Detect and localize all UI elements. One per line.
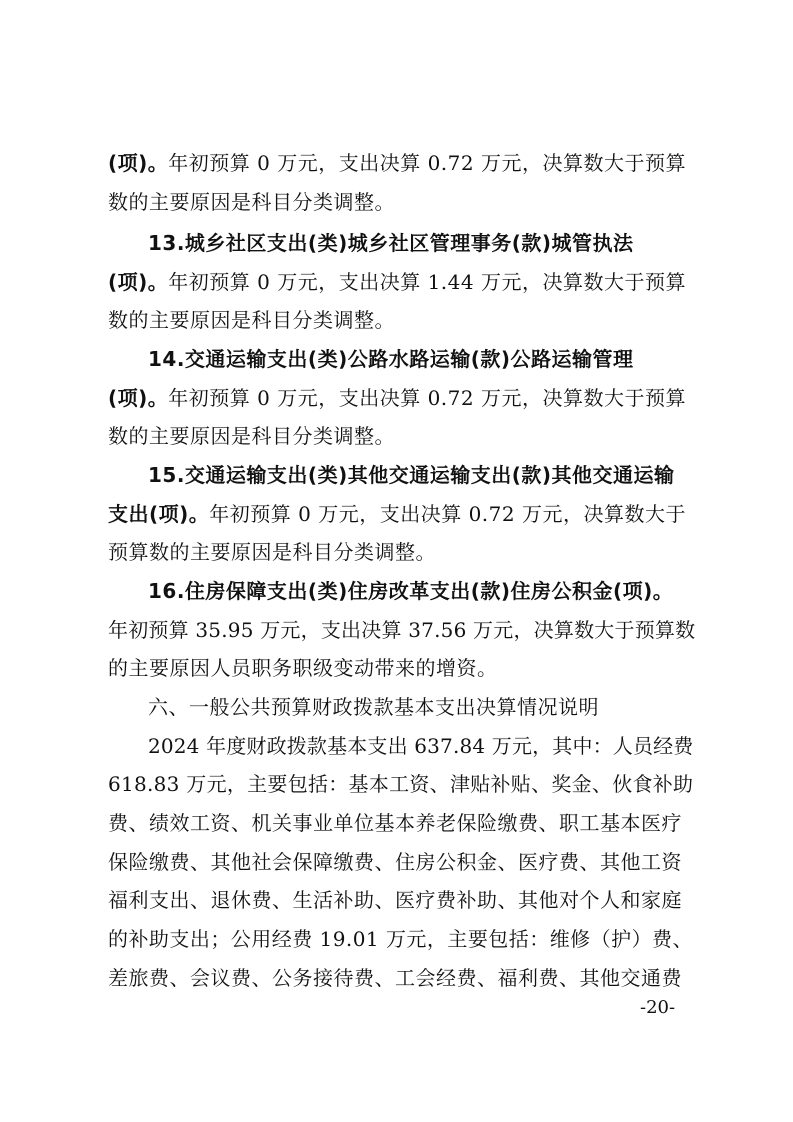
bold-lead: 支出(项)。	[108, 502, 210, 526]
text-line	[108, 305, 693, 335]
bold-lead: (项)。	[108, 151, 169, 175]
text-line	[108, 537, 693, 567]
item-14-heading	[148, 344, 693, 374]
bold-lead: 15.交通运输支出(类)其他交通运输支出(款)其他交通运输	[148, 463, 675, 487]
item-13-heading	[148, 228, 693, 258]
body-line: 2024 年度财政拨款基本支出 637.84 万元，其中：人员经费	[148, 734, 694, 758]
line-text: 的主要原因人员职务职级变动带来的增资。	[108, 656, 498, 680]
line-text: 年初预算 0 万元，支出决算 0.72 万元，决算数大于预算	[168, 151, 686, 175]
bold-lead: 16.住房保障支出(类)住房改革支出(款)住房公积金(项)。	[148, 579, 674, 603]
text-line	[108, 187, 693, 217]
body-line: 的补助支出；公用经费 19.01 万元，主要包括：维修（护）费、	[108, 927, 693, 951]
bold-lead: (项)。	[108, 270, 169, 294]
line-text: 预算数的主要原因是科目分类调整。	[108, 540, 436, 564]
item-16-heading	[148, 576, 693, 606]
body-line: 福利支出、退休费、生活补助、医疗费补助、其他对个人和家庭	[108, 888, 682, 912]
text-line	[108, 499, 693, 529]
section-heading: 六、一般公共预算财政拨款基本支出决算情况说明	[148, 695, 599, 719]
bold-lead: 14.交通运输支出(类)公路水路运输(款)公路运输管理	[148, 347, 634, 371]
text-line	[108, 421, 693, 451]
line-text: 数的主要原因是科目分类调整。	[108, 190, 395, 214]
text-line	[108, 148, 693, 178]
line-text: 年初预算 35.95 万元，支出决算 37.56 万元，决算数大于预算数	[108, 618, 696, 642]
item-15-heading	[148, 460, 693, 490]
text-line	[108, 615, 696, 645]
line-text: 数的主要原因是科目分类调整。	[108, 424, 395, 448]
body-line: 618.83 万元，主要包括：基本工资、津贴补贴、奖金、伙食补助	[108, 772, 694, 796]
bold-lead: 13.城乡社区支出(类)城乡社区管理事务(款)城管执法	[148, 231, 634, 255]
body-line: 费、绩效工资、机关事业单位基本养老保险缴费、职工基本医疗	[108, 811, 682, 835]
text-line	[108, 267, 693, 297]
line-text: 年初预算 0 万元，支出决算 0.72 万元，决算数大于	[209, 502, 686, 526]
line-text: 数的主要原因是科目分类调整。	[108, 308, 395, 332]
text-line	[108, 383, 693, 413]
line-text: 年初预算 0 万元，支出决算 1.44 万元，决算数大于预算	[168, 270, 686, 294]
bold-lead: (项)。	[108, 386, 169, 410]
page-number: -20-	[640, 997, 676, 1018]
text-line	[108, 653, 693, 683]
body-line: 差旅费、会议费、公务接待费、工会经费、福利费、其他交通费	[108, 966, 682, 990]
line-text: 年初预算 0 万元，支出决算 0.72 万元，决算数大于预算	[168, 386, 686, 410]
body-line: 保险缴费、其他社会保障缴费、住房公积金、医疗费、其他工资	[108, 850, 682, 874]
